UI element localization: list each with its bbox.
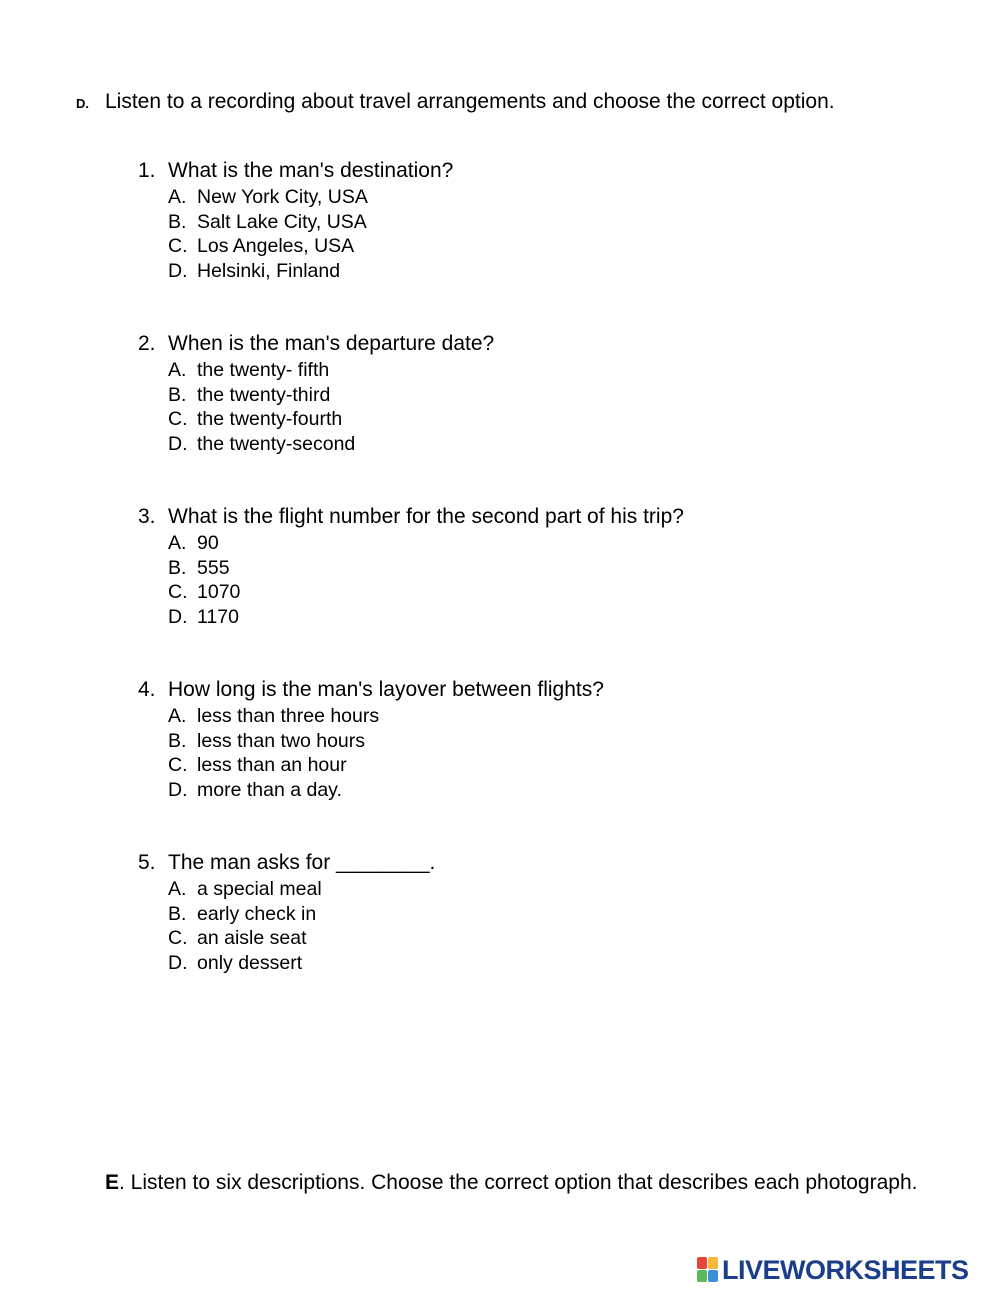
question-item <box>138 676 918 849</box>
question-item <box>138 849 918 1022</box>
answer-option[interactable] <box>168 729 918 754</box>
answer-option[interactable] <box>168 234 918 259</box>
option-letter: B. <box>168 729 187 752</box>
option-text: 555 <box>197 556 230 579</box>
answer-option[interactable] <box>168 185 918 210</box>
question-number: 2. <box>138 332 156 355</box>
answer-option[interactable] <box>168 926 918 951</box>
question-number: 3. <box>138 505 156 528</box>
option-letter: B. <box>168 383 187 406</box>
question-prompt <box>138 157 918 185</box>
section-e-letter: E <box>105 1171 120 1194</box>
answer-option[interactable] <box>168 556 918 581</box>
option-text: Salt Lake City, USA <box>197 210 367 233</box>
answer-option[interactable] <box>168 778 918 803</box>
option-text: early check in <box>197 902 317 925</box>
option-text: 90 <box>197 532 219 554</box>
question-text: How long is the man's layover between flights? <box>168 678 604 701</box>
option-text: Los Angeles, USA <box>197 235 355 258</box>
answer-option[interactable] <box>168 704 918 729</box>
option-letter: A. <box>168 186 187 208</box>
answer-option[interactable] <box>168 580 918 605</box>
option-letter: C. <box>168 581 188 604</box>
question-text: What is the flight number for the second part of his trip? <box>168 505 684 528</box>
answer-option[interactable] <box>168 753 918 778</box>
option-text: an aisle seat <box>197 927 307 950</box>
question-prompt <box>138 503 918 531</box>
option-letter: D. <box>168 606 188 629</box>
question-item <box>138 503 918 676</box>
answer-options <box>168 877 918 976</box>
liveworksheets-logo-icon <box>697 1257 719 1283</box>
option-text: less than an hour <box>197 754 347 777</box>
answer-option[interactable] <box>168 877 918 902</box>
question-list <box>138 157 918 1022</box>
answer-options <box>168 704 918 803</box>
section-e-instruction <box>105 1168 925 1198</box>
answer-option[interactable] <box>168 383 918 408</box>
option-text: the twenty-second <box>197 433 356 456</box>
question-prompt <box>138 330 918 358</box>
question-item <box>138 157 918 330</box>
question-number: 1. <box>138 159 156 182</box>
answer-options <box>168 531 918 630</box>
section-d-instruction <box>76 88 835 118</box>
option-letter: A. <box>168 705 187 727</box>
option-letter: B. <box>168 902 187 925</box>
answer-option[interactable] <box>168 210 918 235</box>
question-number: 5. <box>138 851 156 874</box>
answer-options <box>168 358 918 457</box>
option-letter: B. <box>168 210 187 233</box>
option-text: 1070 <box>197 581 241 604</box>
option-text: the twenty-third <box>197 383 331 406</box>
option-letter: C. <box>168 927 188 950</box>
option-letter: C. <box>168 408 188 431</box>
option-letter: A. <box>168 359 187 381</box>
question-number: 4. <box>138 678 156 701</box>
option-letter: D. <box>168 952 188 975</box>
answer-option[interactable] <box>168 951 918 976</box>
option-letter: A. <box>168 532 187 554</box>
option-text: New York City, USA <box>197 186 368 208</box>
question-text: When is the man's departure date? <box>168 332 495 355</box>
answer-option[interactable] <box>168 432 918 457</box>
section-d-letter: D. <box>76 96 89 111</box>
question-item <box>138 330 918 503</box>
option-text: the twenty-fourth <box>197 408 343 431</box>
answer-option[interactable] <box>168 605 918 630</box>
question-prompt <box>138 849 918 877</box>
option-text: Helsinki, Finland <box>197 260 341 283</box>
option-text: more than a day. <box>197 779 342 802</box>
answer-option[interactable] <box>168 259 918 284</box>
answer-option[interactable] <box>168 358 918 383</box>
answer-options <box>168 185 918 284</box>
option-letter: A. <box>168 878 187 900</box>
section-e-text: . Listen to six descriptions. Choose the correct option that describes each photograph. <box>119 1171 918 1194</box>
section-d-text: Listen to a recording about travel arrangements and choose the correct option. <box>105 90 835 113</box>
question-text: What is the man's destination? <box>168 159 454 182</box>
option-text: a special meal <box>197 878 322 900</box>
option-letter: C. <box>168 754 188 777</box>
question-text: The man asks for ________. <box>168 851 436 874</box>
logo-text: LIVEWORKSHEETS <box>722 1255 969 1285</box>
option-text: only dessert <box>197 952 303 975</box>
option-letter: B. <box>168 556 187 579</box>
option-text: less than three hours <box>197 705 380 727</box>
question-prompt <box>138 676 918 704</box>
option-text: less than two hours <box>197 729 366 752</box>
liveworksheets-logo <box>697 1255 969 1285</box>
answer-option[interactable] <box>168 407 918 432</box>
option-letter: D. <box>168 433 188 456</box>
answer-option[interactable] <box>168 902 918 927</box>
option-text: 1170 <box>197 606 239 629</box>
option-text: the twenty- fifth <box>197 359 330 381</box>
option-letter: C. <box>168 235 188 258</box>
option-letter: D. <box>168 260 188 283</box>
option-letter: D. <box>168 779 188 802</box>
answer-option[interactable] <box>168 531 918 556</box>
